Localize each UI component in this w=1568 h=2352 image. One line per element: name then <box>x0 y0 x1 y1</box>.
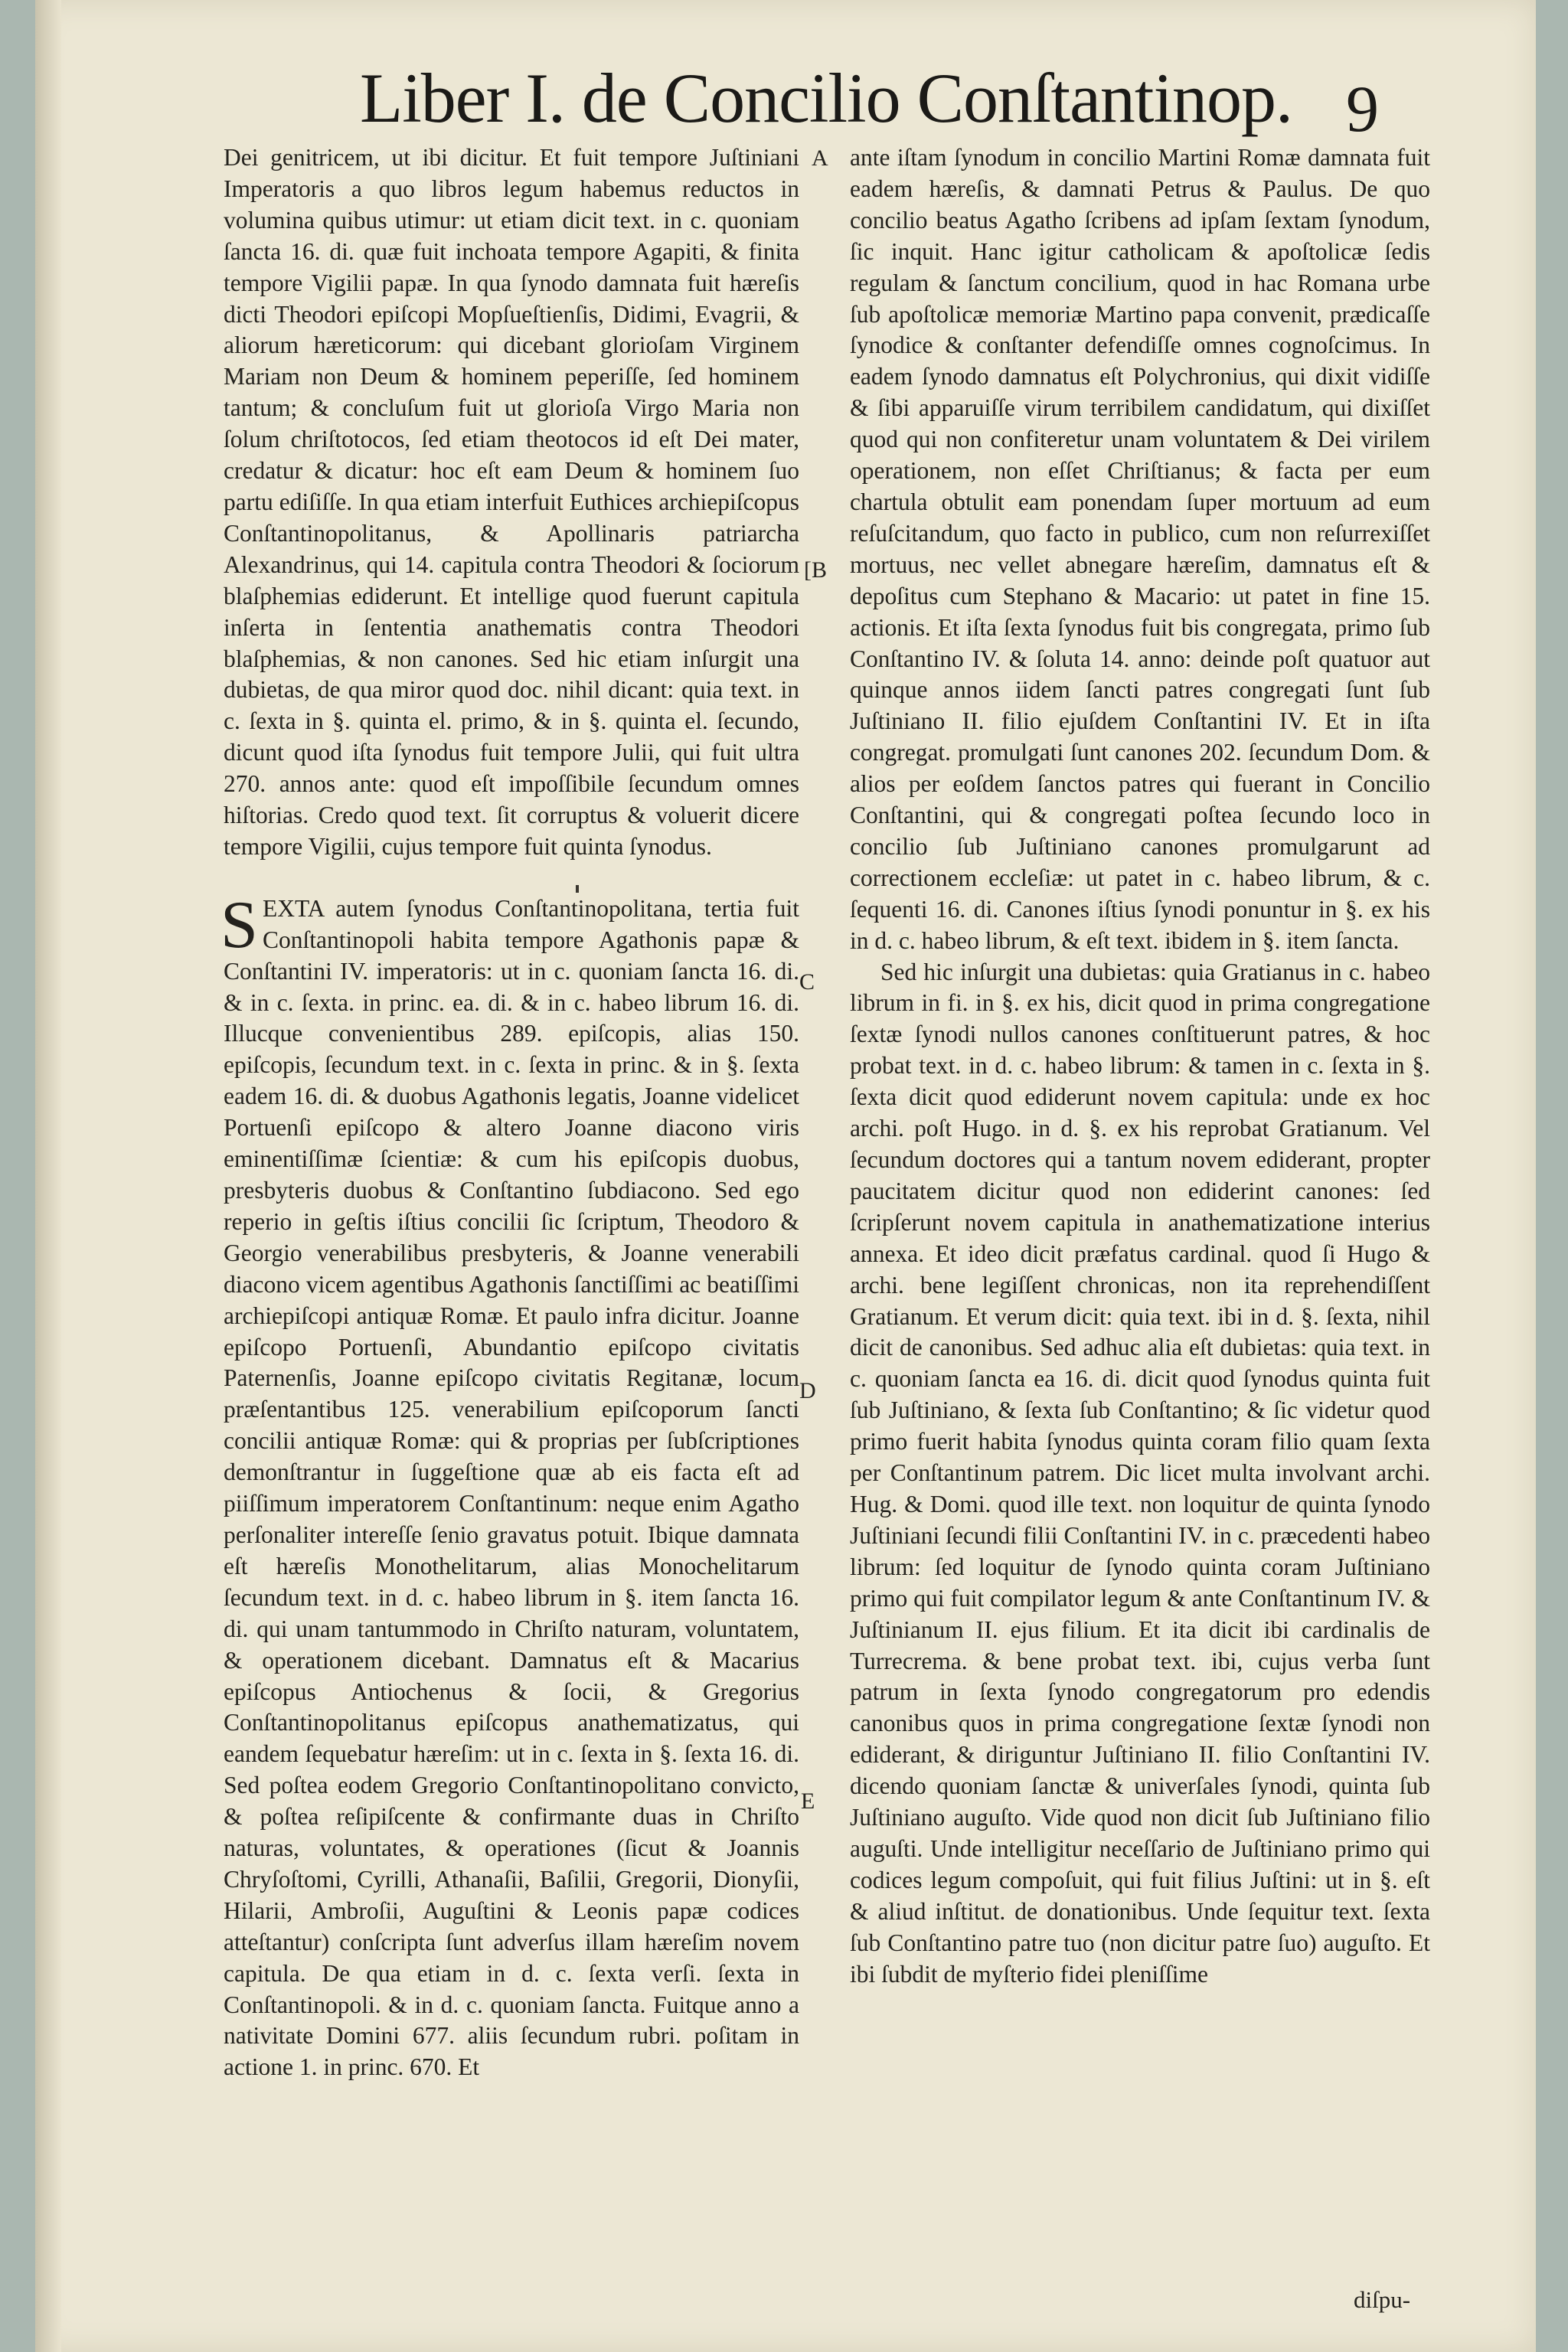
margin-marker-d: D <box>799 1378 816 1403</box>
running-title: Liber I. de Concilio Conſtantinop. <box>360 59 1293 137</box>
margin-marker-c: C <box>799 969 815 995</box>
left-paragraph-2 <box>220 887 799 2083</box>
margin-marker-b: [B <box>804 557 827 583</box>
left-column <box>220 142 799 2083</box>
right-column <box>850 142 1430 1990</box>
right-paragraph-2: Sed hic inſurgit una dubietas: quia Gratianus in c. habeo librum in fi. in §. ex his, dicit quod in prima congregatione ſextæ ſynodi nullos canones conſtituerunt patres, & hoc probat text. in d. c. habeo librum: & tamen in c. ſexta in §. ſexta dicit quod ediderunt novem capitula: unde ex hoc archi. poſt Hugo. in d. §. ex his reprobat Gratianum. Vel ſecundum doctores qui a tantum novem ediderant, propter paucitatem dicitur quod non ediderint canones: ſed ſcripſerunt novem capitula in anathematizatione interius annexa. Et ideo dicit præfatus cardinal. quod ſi Hugo & archi. bene legiſſent chronicas, non ita reprehendiſſent Gratianum. Et verum dicit: quia text. ibi in d. §. ſexta, nihil dicit de canonibus. Sed adhuc alia eſt dubietas: quia text. in c. quoniam ſancta ea 16. di. dicit quod ſynodus quinta fuit ſub Juſtiniano, & ſexta ſub Conſtantino; & ſic videtur quod primo fuerit habita ſynodus quinta coram filio quam ſexta per Conſtantinum patrem. Dic licet multa involvant archi. Hug. & Domi. quod ille text. non loquitur de quinta ſynodo Juſtiniani ſecundi filii Conſtantini IV. in c. præcedenti habeo librum: ſed loquitur de ſynodo quinta coram Juſtiniano primo qui fuit compilator legum & ante Conſtantinum IV. & Juſtinianum II. ejus filium. Et ita dicit ibi cardinalis de Turrecrema. & bene probat text. ibi, cujus verba ſunt patrum in ſexta ſynodo congregatorum pro edendis canonibus quos in prima congregatione ſextæ ſynodi non ediderant, & diriguntur Juſtiniano II. filio Conſtantini IV. dicendo quoniam ſanctæ & univerſales ſynodi, quinta ſub Juſtiniano auguſto. Vide quod non dicit ſub Juſtiniano filio auguſti. Unde intelligitur neceſſario de Juſtiniano primo qui codices legum compoſuit, qui fuit filius Juſtini: ut in §. eſt & aliud inſtitut. de donationibus. Unde ſequitur text. ſexta ſub Conſtantino patre tuo (non dicitur patre ſuo) auguſto. Et ibi ſubdit de myſterio fidei pleniſſime <box>850 958 1430 1988</box>
margin-marker-e: E <box>801 1788 815 1814</box>
left-paragraph-1: Dei genitricem, ut ibi dicitur. Et fuit tempore Juſtiniani Imperatoris a quo libros legum habemus reductos in volumina quibus utimur: ut etiam dicit text. in c. quoniam ſancta 16. di. quæ fuit inchoata tempore Agapiti, & finita tempore Vigilii papæ. In qua ſynodo damnata fuit hæreſis dicti Theodori epiſcopi Mopſueſtienſis, Didimi, Evagrii, & aliorum hæreticorum: qui dicebant glorioſam Virginem Mariam non Deum & hominem peperiſſe, ſed hominem tantum; & concluſum fuit ut glorioſa Virgo Maria non ſolum chriſtotocos, ſed etiam theotocos id eſt Dei mater, credatur & dicatur: hoc eſt eam Deum & hominem ſuo partu ediſiſſe. In qua etiam interfuit Euthices archiepiſcopus Conſtantinopolitanus, & Apollinaris patriarcha Alexandrinus, qui 14. capitula contra Theodori & ſociorum blaſphemias ediderunt. Et intellige quod fuerunt capitula inſerta in ſententia anathematis contra Theodori blaſphemias, & non canones. Sed hic etiam inſurgit una dubietas, de qua miror quod doc. nihil dicant: quia text. in c. ſexta in §. quinta el. primo, & in §. quinta el. ſecundo, dicunt quod iſta ſynodus fuit tempore Julii, qui fuit ultra 270. annos ante: quod eſt impoſſibile ſecundum omnes hiſtorias. Credo quod text. ſit corruptus & voluerit dicere tempore Vigilii, cujus tempore fuit quinta ſynodus. <box>224 144 799 860</box>
right-paragraph-1: ante iſtam ſynodum in concilio Martini Romæ damnata fuit eadem hæreſis, & damnati Petrus & Paulus. De quo concilio beatus Agatho ſcribens ad ipſam ſextam ſynodum, ſic inquit. Hanc igitur catholicam & apoſtolicæ ſedis regulam & ſanctum concilium, quod in hac Romana urbe ſub apoſtolicæ memoriæ Martino papa convenit, prædicaſſe ſynodice & conſtanter defendiſſe omnes cognoſcimus. In eadem ſynodo damnatus eſt Polychronius, qui dixit vidiſſe & ſibi apparuiſſe virum terribilem candidatum, qui dixiſſet quod qui non confiteretur unam voluntatem & Dei virilem operationem, non eſſet Chriſtianus; & facta per eum chartula obtulit eam ponendam ſuper mortuum ad eum reſuſcitandum, quo facto in publico, cum non reſurrexiſſet mortuus, nec vellet abnegare hæreſim, damnatus eſt & depoſitus cum Stephano & Macario: ut patet in fine 15. actionis. Et iſta ſexta ſynodus fuit bis congregata, primo ſub Conſtantino IV. & ſoluta 14. anno: deinde poſt quatuor aut quinque annos iidem ſancti patres congregati ſunt ſub Juſtiniano II. filio ejuſdem Conſtantini IV. Et in iſta congregat. promulgati ſunt canones 202. ſecundum Dom. & alios per eoſdem ſanctos patres qui fuerant in Concilio Conſtantini, qui & congregati poſtea ſecundo loco in concilio ſub Juſtiniano canones promulgarunt ad correctionem eccleſiæ: ut patet in c. habeo librum, & c. ſequenti 16. di. Canones iſtius ſynodi ponuntur in §. ex his in d. c. habeo librum, & eſt text. ibidem in §. item ſancta. <box>850 144 1430 954</box>
left-paragraph-2-text: EXTA autem ſynodus Conſtantinopolitana, tertia fuit Conſtantinopoli habita tempore Agathonis papæ & Conſtantini IV. imperatoris: ut in c. quoniam ſancta 16. di. & in c. ſexta. in princ. ea. di. & in c. habeo librum 16. di. Illucque convenientibus 289. epiſcopis, alias 150. epiſcopis, ſecundum text. in c. ſexta in princ. & in §. ſexta eadem 16. di. & duobus Agathonis legatis, Joanne videlicet Portuenſi epiſcopo & altero Joanne diacono viris eminentiſſimæ ſcientiæ: & cum his epiſcopis duobus, presbyteris duobus & Conſtantino ſubdiacono. Sed ego reperio in geſtis iſtius concilii ſic ſcriptum, Theodoro & Georgio venerabilibus presbyteris, & Joanne venerabili diacono vicem agentibus Agathonis ſanctiſſimi ac beatiſſimi archiepiſcopi antiquæ Romæ. Et paulo infra dicitur. Joanne epiſcopo Portuenſi, Abundantio epiſcopo civitatis Paternenſis, Joanne epiſcopo civitatis Regitanæ, locum præſentantibus 125. venerabilium epiſcoporum ſancti concilii antiquæ Romæ: qui & proprias per ſubſcriptiones demonſtrantur in ſuggeſtione quæ ab eis facta eſt ad piiſſimum imperatorem Conſtantinum: neque enim Agatho perſonaliter intereſſe ſenio gravatus potuit. Ibique damnata eſt hæreſis Monothelitarum, alias Monochelitarum ſecundum text. in d. c. habeo librum in §. item ſancta 16. di. qui unam tantummodo in Chriſto naturam, voluntatem, & operationem dicebant. Damnatus eſt & Macarius epiſcopus Antiochenus & ſocii, & Gregorius Conſtantinopolitanus epiſcopus anathematizatus, qui eandem ſequebatur hæreſim: ut in c. ſexta in §. ſexta 16. di. Sed poſtea eodem Gregorio Conſtantinopolitano convicto, & poſtea reſipiſcente & confirmante duas in Chriſto naturas, voluntates, & operationes (ſicut & Joannis Chryſoſtomi, Cyrilli, Athanaſii, Baſilii, Gregorii, Dionyſii, Hilarii, Ambroſii, Auguſtini & Leonis papæ codices atteſtantur) conſcripta ſunt adverſus illam hæreſim novem capitula. De qua etiam in d. c. ſexta verſi. ſexta in Conſtantinopoli. & in d. c. quoniam ſancta. Fuitque anno a nativitate Domini 677. aliis ſecundum rubri. poſitam in actione 1. in princ. 670. Et <box>224 894 799 2081</box>
page-gutter <box>35 0 61 2352</box>
drop-cap: S <box>220 887 258 962</box>
margin-marker-a: A <box>812 145 828 171</box>
section-ornament <box>576 885 579 893</box>
page-number: 9 <box>1346 72 1379 145</box>
catchword: diſpu- <box>1354 2286 1411 2313</box>
